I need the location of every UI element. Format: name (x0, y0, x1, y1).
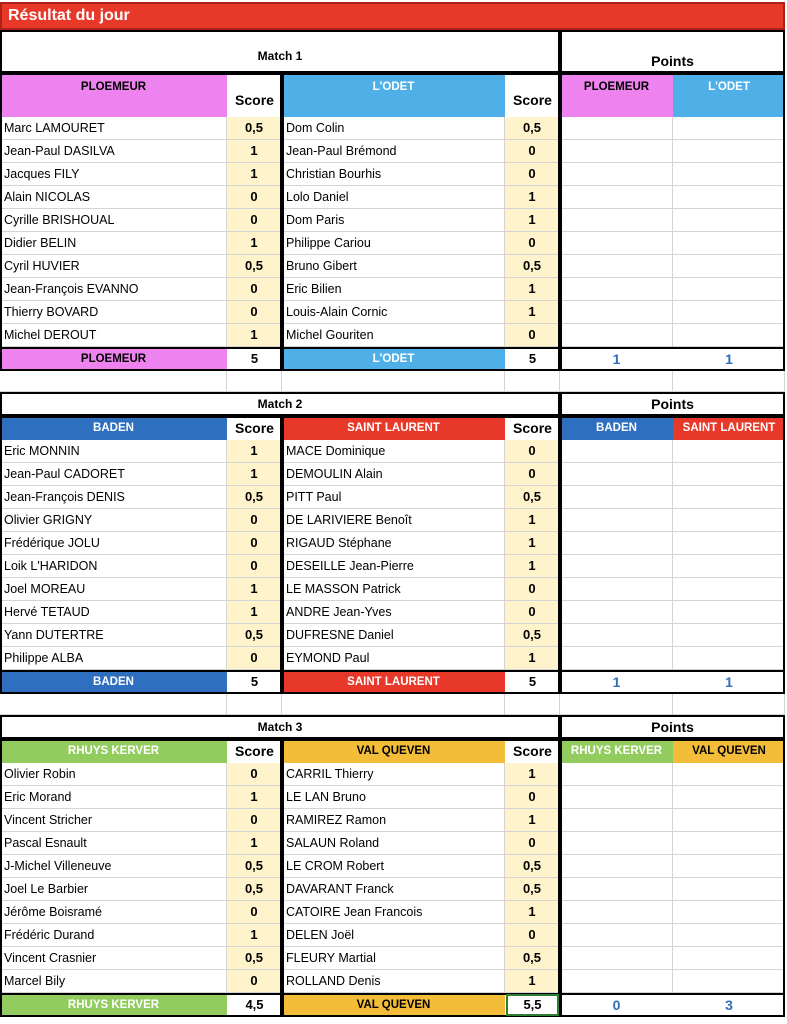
player-name-a[interactable]: Cyrille BRISHOUAL (0, 209, 227, 232)
player-name-a[interactable]: Eric MONNIN (0, 440, 227, 463)
score-cell-a[interactable]: 0 (227, 763, 282, 786)
player-name-a[interactable]: Joel Le Barbier (0, 878, 227, 901)
points-cell-b[interactable] (673, 301, 785, 324)
score-cell-a[interactable]: 0,5 (227, 486, 282, 509)
score-cell-b[interactable]: 1 (505, 301, 560, 324)
player-name-b[interactable]: Dom Paris (282, 209, 505, 232)
points-cell-b[interactable] (673, 947, 785, 970)
spacer-cell[interactable] (673, 371, 785, 392)
spacer-cell[interactable] (282, 694, 505, 715)
player-name-b[interactable]: SALAUN Roland (282, 832, 505, 855)
points-cell-b[interactable] (673, 901, 785, 924)
score-cell-b[interactable]: 1 (505, 555, 560, 578)
score-cell-a[interactable]: 1 (227, 163, 282, 186)
points-cell-a[interactable] (560, 486, 673, 509)
score-cell-b[interactable]: 0 (505, 140, 560, 163)
points-cell-b[interactable] (673, 601, 785, 624)
points-total-b[interactable]: 1 (725, 351, 733, 367)
match-title[interactable]: Match 2 (257, 397, 303, 411)
player-name-a[interactable]: Cyril HUVIER (0, 255, 227, 278)
player-name-b[interactable]: Dom Colin (282, 117, 505, 140)
points-cell-b[interactable] (673, 555, 785, 578)
score-cell-b[interactable]: 0 (505, 163, 560, 186)
points-title[interactable]: Points (651, 53, 694, 69)
player-name-b[interactable]: DELEN Joël (282, 924, 505, 947)
points-cell-b[interactable] (673, 255, 785, 278)
score-cell-a[interactable]: 0 (227, 555, 282, 578)
score-cell-a[interactable]: 1 (227, 832, 282, 855)
score-cell-a[interactable]: 1 (227, 601, 282, 624)
points-cell-b[interactable] (673, 786, 785, 809)
points-title[interactable]: Points (651, 719, 694, 735)
points-cell-a[interactable] (560, 809, 673, 832)
score-cell-a[interactable]: 0 (227, 209, 282, 232)
points-total-a[interactable]: 1 (612, 351, 621, 367)
player-name-a[interactable]: J-Michel Villeneuve (0, 855, 227, 878)
player-name-b[interactable]: Bruno Gibert (282, 255, 505, 278)
score-cell-b[interactable]: 1 (505, 186, 560, 209)
player-name-a[interactable]: Jean-François EVANNO (0, 278, 227, 301)
score-cell-b[interactable]: 0 (505, 786, 560, 809)
score-header-a[interactable]: Score (235, 420, 274, 436)
player-name-b[interactable]: Michel Gouriten (282, 324, 505, 347)
points-cell-a[interactable] (560, 509, 673, 532)
player-name-a[interactable]: Jean-Paul CADORET (0, 463, 227, 486)
player-name-b[interactable]: DUFRESNE Daniel (282, 624, 505, 647)
score-cell-a[interactable]: 1 (227, 232, 282, 255)
player-name-a[interactable]: Frédéric Durand (0, 924, 227, 947)
points-cell-a[interactable] (560, 117, 673, 140)
points-cell-a[interactable] (560, 440, 673, 463)
score-cell-b[interactable]: 0,5 (505, 947, 560, 970)
points-cell-b[interactable] (673, 809, 785, 832)
points-cell-a[interactable] (560, 647, 673, 670)
score-cell-b[interactable]: 0,5 (505, 624, 560, 647)
points-cell-a[interactable] (560, 578, 673, 601)
player-name-b[interactable]: Jean-Paul Brémond (282, 140, 505, 163)
score-header-b[interactable]: Score (513, 743, 552, 759)
points-cell-a[interactable] (560, 855, 673, 878)
team-b-header[interactable]: L'ODET (282, 73, 505, 117)
points-cell-b[interactable] (673, 117, 785, 140)
points-cell-a[interactable] (560, 163, 673, 186)
score-cell-b[interactable]: 0,5 (505, 255, 560, 278)
score-cell-a[interactable]: 0 (227, 647, 282, 670)
score-cell-b[interactable]: 1 (505, 901, 560, 924)
score-cell-b[interactable]: 0,5 (505, 878, 560, 901)
player-name-b[interactable]: ANDRE Jean-Yves (282, 601, 505, 624)
player-name-b[interactable]: CARRIL Thierry (282, 763, 505, 786)
player-name-b[interactable]: DESEILLE Jean-Pierre (282, 555, 505, 578)
spacer-cell[interactable] (282, 371, 505, 392)
score-cell-b[interactable]: 0 (505, 463, 560, 486)
points-cell-b[interactable] (673, 878, 785, 901)
team-b-header[interactable]: VAL QUEVEN (282, 739, 505, 763)
points-cell-b[interactable] (673, 509, 785, 532)
points-cell-b[interactable] (673, 578, 785, 601)
spacer-cell[interactable] (0, 694, 227, 715)
points-cell-a[interactable] (560, 763, 673, 786)
score-cell-a[interactable]: 1 (227, 140, 282, 163)
spacer-cell[interactable] (560, 371, 673, 392)
score-cell-a[interactable]: 1 (227, 578, 282, 601)
points-cell-a[interactable] (560, 555, 673, 578)
points-cell-a[interactable] (560, 232, 673, 255)
team-a-header[interactable]: RHUYS KERVER (0, 739, 227, 763)
score-cell-a[interactable]: 0,5 (227, 878, 282, 901)
player-name-a[interactable]: Jérôme Boisramé (0, 901, 227, 924)
points-cell-b[interactable] (673, 186, 785, 209)
player-name-b[interactable]: EYMOND Paul (282, 647, 505, 670)
team-b-header[interactable]: SAINT LAURENT (282, 416, 505, 440)
points-cell-b[interactable] (673, 832, 785, 855)
player-name-b[interactable]: CATOIRE Jean Francois (282, 901, 505, 924)
player-name-a[interactable]: Jean-Paul DASILVA (0, 140, 227, 163)
player-name-a[interactable]: Marcel Bily (0, 970, 227, 993)
score-cell-a[interactable]: 1 (227, 924, 282, 947)
score-cell-b[interactable]: 1 (505, 278, 560, 301)
player-name-b[interactable]: Lolo Daniel (282, 186, 505, 209)
points-cell-b[interactable] (673, 232, 785, 255)
match-title[interactable]: Match 3 (257, 720, 303, 734)
points-cell-b[interactable] (673, 647, 785, 670)
player-name-a[interactable]: Olivier Robin (0, 763, 227, 786)
points-cell-b[interactable] (673, 278, 785, 301)
team-a-header[interactable]: PLOEMEUR (0, 73, 227, 117)
score-header-b[interactable]: Score (513, 92, 552, 108)
points-team-a-header[interactable]: RHUYS KERVER (560, 739, 673, 763)
points-total-a[interactable]: 1 (612, 674, 621, 690)
score-cell-b[interactable]: 0 (505, 924, 560, 947)
points-cell-a[interactable] (560, 301, 673, 324)
player-name-a[interactable]: Thierry BOVARD (0, 301, 227, 324)
player-name-a[interactable]: Pascal Esnault (0, 832, 227, 855)
match-title[interactable]: Match 1 (257, 49, 303, 63)
score-cell-b[interactable]: 0,5 (505, 855, 560, 878)
player-name-b[interactable]: DE LARIVIERE Benoît (282, 509, 505, 532)
points-cell-a[interactable] (560, 278, 673, 301)
player-name-a[interactable]: Jacques FILY (0, 163, 227, 186)
score-cell-a[interactable]: 0 (227, 301, 282, 324)
player-name-b[interactable]: FLEURY Martial (282, 947, 505, 970)
player-name-a[interactable]: Jean-François DENIS (0, 486, 227, 509)
points-cell-a[interactable] (560, 832, 673, 855)
score-header-a[interactable]: Score (235, 743, 274, 759)
player-name-b[interactable]: Eric Bilien (282, 278, 505, 301)
player-name-b[interactable]: DAVARANT Franck (282, 878, 505, 901)
player-name-a[interactable]: Frédérique JOLU (0, 532, 227, 555)
score-cell-b[interactable]: 0,5 (505, 486, 560, 509)
score-cell-a[interactable]: 0 (227, 809, 282, 832)
total-team-b-label[interactable]: VAL QUEVEN (282, 993, 505, 1017)
points-cell-b[interactable] (673, 324, 785, 347)
player-name-a[interactable]: Hervé TETAUD (0, 601, 227, 624)
team-a-header[interactable]: BADEN (0, 416, 227, 440)
points-cell-a[interactable] (560, 624, 673, 647)
player-name-b[interactable]: RIGAUD Stéphane (282, 532, 505, 555)
points-cell-b[interactable] (673, 970, 785, 993)
player-name-a[interactable]: Philippe ALBA (0, 647, 227, 670)
points-cell-b[interactable] (673, 463, 785, 486)
score-cell-a[interactable]: 0 (227, 970, 282, 993)
score-cell-a[interactable]: 0 (227, 186, 282, 209)
player-name-b[interactable]: ROLLAND Denis (282, 970, 505, 993)
score-cell-b[interactable]: 1 (505, 532, 560, 555)
total-score-a[interactable]: 5 (250, 674, 259, 689)
points-cell-b[interactable] (673, 440, 785, 463)
points-team-b-header[interactable]: SAINT LAURENT (673, 416, 785, 440)
score-cell-b[interactable]: 0 (505, 232, 560, 255)
total-score-b[interactable]: 5 (528, 351, 537, 366)
player-name-a[interactable]: Olivier GRIGNY (0, 509, 227, 532)
score-cell-b[interactable]: 1 (505, 809, 560, 832)
points-cell-a[interactable] (560, 186, 673, 209)
points-cell-b[interactable] (673, 763, 785, 786)
spacer-cell[interactable] (227, 694, 282, 715)
player-name-b[interactable]: Louis-Alain Cornic (282, 301, 505, 324)
player-name-a[interactable]: Michel DEROUT (0, 324, 227, 347)
total-score-a[interactable]: 5 (250, 351, 259, 366)
score-cell-a[interactable]: 0,5 (227, 855, 282, 878)
score-cell-b[interactable]: 1 (505, 763, 560, 786)
points-cell-a[interactable] (560, 140, 673, 163)
player-name-b[interactable]: DEMOULIN Alain (282, 463, 505, 486)
player-name-b[interactable]: LE LAN Bruno (282, 786, 505, 809)
spacer-cell[interactable] (0, 371, 227, 392)
total-score-b[interactable]: 5,5 (523, 997, 542, 1012)
points-cell-a[interactable] (560, 255, 673, 278)
player-name-a[interactable]: Yann DUTERTRE (0, 624, 227, 647)
points-cell-a[interactable] (560, 878, 673, 901)
score-cell-a[interactable]: 0 (227, 901, 282, 924)
score-cell-a[interactable]: 0 (227, 532, 282, 555)
score-header-a[interactable]: Score (235, 92, 274, 108)
score-cell-a[interactable]: 0,5 (227, 117, 282, 140)
points-team-b-header[interactable]: L'ODET (673, 73, 785, 117)
player-name-b[interactable]: RAMIREZ Ramon (282, 809, 505, 832)
total-team-b-label[interactable]: SAINT LAURENT (282, 670, 505, 694)
score-cell-a[interactable]: 1 (227, 463, 282, 486)
player-name-a[interactable]: Didier BELIN (0, 232, 227, 255)
spacer-cell[interactable] (673, 694, 785, 715)
points-cell-a[interactable] (560, 924, 673, 947)
total-team-a-label[interactable]: BADEN (0, 670, 227, 694)
score-cell-b[interactable]: 0 (505, 832, 560, 855)
points-total-b[interactable]: 1 (725, 674, 733, 690)
points-cell-a[interactable] (560, 463, 673, 486)
player-name-a[interactable]: Vincent Crasnier (0, 947, 227, 970)
points-cell-b[interactable] (673, 532, 785, 555)
player-name-b[interactable]: LE CROM Robert (282, 855, 505, 878)
points-cell-b[interactable] (673, 486, 785, 509)
player-name-a[interactable]: Alain NICOLAS (0, 186, 227, 209)
player-name-b[interactable]: Philippe Cariou (282, 232, 505, 255)
score-cell-a[interactable]: 0,5 (227, 255, 282, 278)
score-cell-a[interactable]: 1 (227, 324, 282, 347)
score-cell-b[interactable]: 0 (505, 440, 560, 463)
spacer-cell[interactable] (227, 371, 282, 392)
score-cell-b[interactable]: 0 (505, 601, 560, 624)
player-name-b[interactable]: Christian Bourhis (282, 163, 505, 186)
spacer-cell[interactable] (505, 694, 560, 715)
score-cell-b[interactable]: 1 (505, 209, 560, 232)
points-cell-a[interactable] (560, 532, 673, 555)
points-team-a-header[interactable]: BADEN (560, 416, 673, 440)
points-cell-a[interactable] (560, 947, 673, 970)
points-total-b[interactable]: 3 (725, 997, 733, 1013)
spacer-cell[interactable] (505, 371, 560, 392)
total-team-b-label[interactable]: L'ODET (282, 347, 505, 371)
points-team-a-header[interactable]: PLOEMEUR (560, 73, 673, 117)
points-title[interactable]: Points (651, 396, 694, 412)
score-cell-a[interactable]: 0 (227, 509, 282, 532)
score-header-b[interactable]: Score (513, 420, 552, 436)
points-total-a[interactable]: 0 (612, 997, 621, 1013)
points-cell-b[interactable] (673, 140, 785, 163)
score-cell-b[interactable]: 1 (505, 647, 560, 670)
score-cell-b[interactable]: 0 (505, 578, 560, 601)
total-score-b[interactable]: 5 (528, 674, 537, 689)
points-team-b-header[interactable]: VAL QUEVEN (673, 739, 785, 763)
points-cell-a[interactable] (560, 209, 673, 232)
score-cell-a[interactable]: 0 (227, 278, 282, 301)
score-cell-b[interactable]: 0 (505, 324, 560, 347)
player-name-b[interactable]: PITT Paul (282, 486, 505, 509)
points-cell-b[interactable] (673, 163, 785, 186)
points-cell-a[interactable] (560, 601, 673, 624)
points-cell-b[interactable] (673, 924, 785, 947)
points-cell-a[interactable] (560, 324, 673, 347)
score-cell-b[interactable]: 1 (505, 970, 560, 993)
points-cell-a[interactable] (560, 901, 673, 924)
sheet-title[interactable]: Résultat du jour (0, 2, 785, 30)
player-name-a[interactable]: Vincent Stricher (0, 809, 227, 832)
points-cell-a[interactable] (560, 786, 673, 809)
total-team-a-label[interactable]: RHUYS KERVER (0, 993, 227, 1017)
spacer-cell[interactable] (560, 694, 673, 715)
points-cell-a[interactable] (560, 970, 673, 993)
player-name-b[interactable]: LE MASSON Patrick (282, 578, 505, 601)
player-name-a[interactable]: Marc LAMOURET (0, 117, 227, 140)
total-score-a[interactable]: 4,5 (245, 997, 264, 1012)
player-name-a[interactable]: Joel MOREAU (0, 578, 227, 601)
score-cell-b[interactable]: 0,5 (505, 117, 560, 140)
score-cell-a[interactable]: 1 (227, 786, 282, 809)
player-name-a[interactable]: Eric Morand (0, 786, 227, 809)
score-cell-b[interactable]: 1 (505, 509, 560, 532)
player-name-b[interactable]: MACE Dominique (282, 440, 505, 463)
points-cell-b[interactable] (673, 209, 785, 232)
score-cell-a[interactable]: 0,5 (227, 947, 282, 970)
points-cell-b[interactable] (673, 624, 785, 647)
total-team-a-label[interactable]: PLOEMEUR (0, 347, 227, 371)
player-name-a[interactable]: Loik L'HARIDON (0, 555, 227, 578)
points-cell-b[interactable] (673, 855, 785, 878)
score-cell-a[interactable]: 1 (227, 440, 282, 463)
score-cell-a[interactable]: 0,5 (227, 624, 282, 647)
